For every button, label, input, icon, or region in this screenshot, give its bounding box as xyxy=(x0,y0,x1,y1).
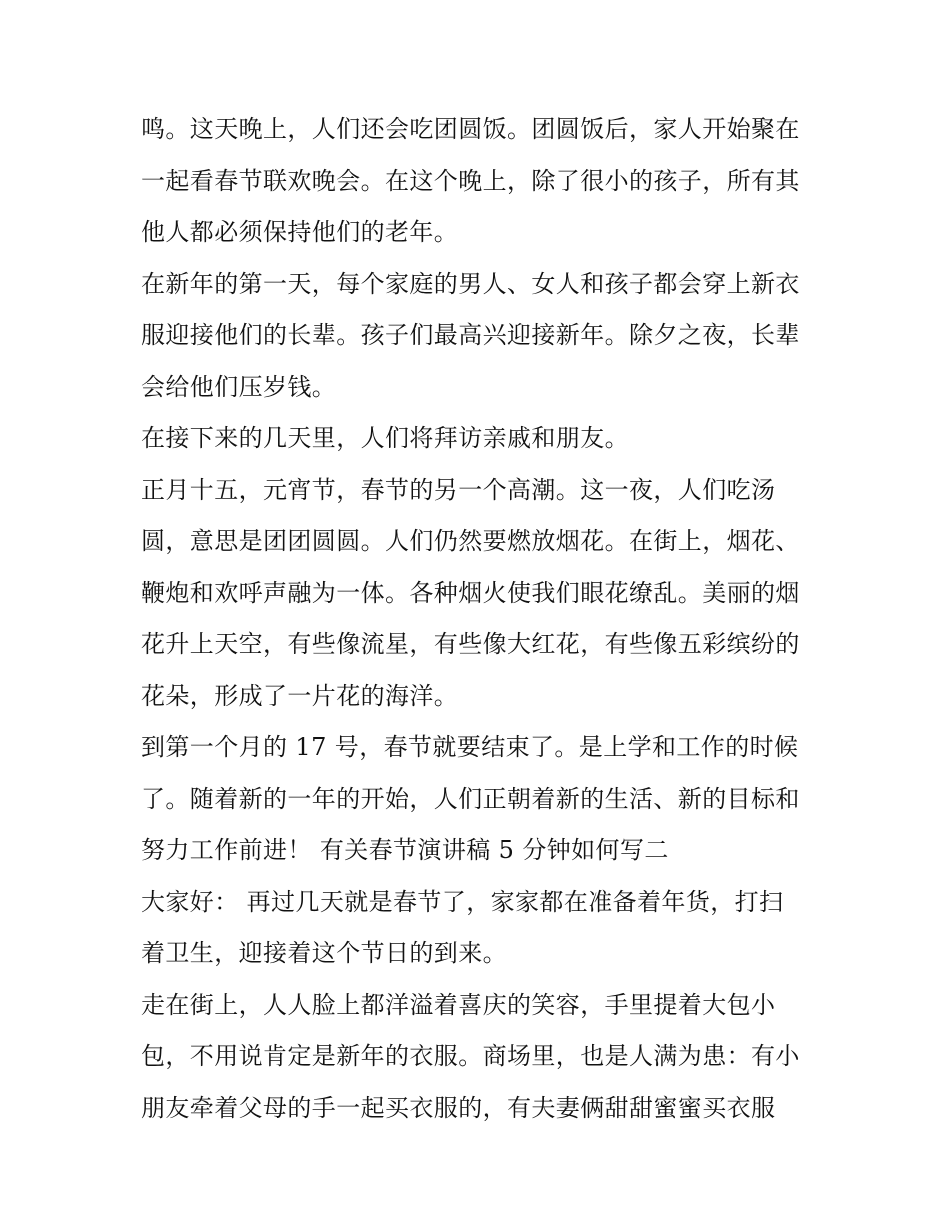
document-body xyxy=(141,104,821,1134)
text-line: 包，不用说肯定是新年的衣服。商场里，也是人满为患：有小 xyxy=(141,1042,800,1070)
text-line: 服迎接他们的长辈。孩子们最高兴迎接新年。除夕之夜，长辈 xyxy=(141,321,800,349)
text-line: 走在街上，人人脸上都洋溢着喜庆的笑容，手里提着大包小 xyxy=(141,990,776,1019)
text-line: 朋友牵着父母的手一起买衣服的，有夫妻俩甜甜蜜蜜买衣服 xyxy=(141,1093,776,1122)
text-line: 花升上天空，有些像流星，有些像大红花，有些像五彩缤纷的 xyxy=(141,630,800,658)
text-line: 鸣。这天晚上，人们还会吃团圆饭。团圆饭后，家人开始聚在 xyxy=(141,115,800,143)
text-line: 鞭炮和欢呼声融为一体。各种烟火使我们眼花缭乱。美丽的烟 xyxy=(141,578,800,607)
text-line: 着卫生，迎接着这个节日的到来。 xyxy=(141,939,507,967)
text-line: 会给他们压岁钱。 xyxy=(141,372,337,401)
text-line: 努力工作前进！ 有关春节演讲稿 5 分钟如何写二 xyxy=(141,836,669,864)
text-line: 大家好： 再过几天就是春节了，家家都在准备着年货，打扫 xyxy=(141,887,784,916)
text-line: 到第一个月的 17 号，春节就要结束了。是上学和工作的时候 xyxy=(141,733,799,761)
text-line: 花朵，形成了一片花的海洋。 xyxy=(141,681,459,710)
text-line: 他人都必须保持他们的老年。 xyxy=(141,218,459,246)
text-line: 了。随着新的一年的开始，人们正朝着新的生活、新的目标和 xyxy=(141,784,800,813)
text-line: 正月十五，元宵节，春节的另一个高潮。这一夜，人们吃汤 xyxy=(141,475,776,504)
text-line: 圆，意思是团团圆圆。人们仍然要燃放烟花。在街上，烟花、 xyxy=(141,527,800,555)
text-line: 在接下来的几天里，人们将拜访亲戚和朋友。 xyxy=(141,424,629,452)
text-line: 一起看春节联欢晚会。在这个晚上，除了很小的孩子，所有其 xyxy=(141,166,800,195)
text-line: 在新年的第一天，每个家庭的男人、女人和孩子都会穿上新衣 xyxy=(141,269,800,298)
